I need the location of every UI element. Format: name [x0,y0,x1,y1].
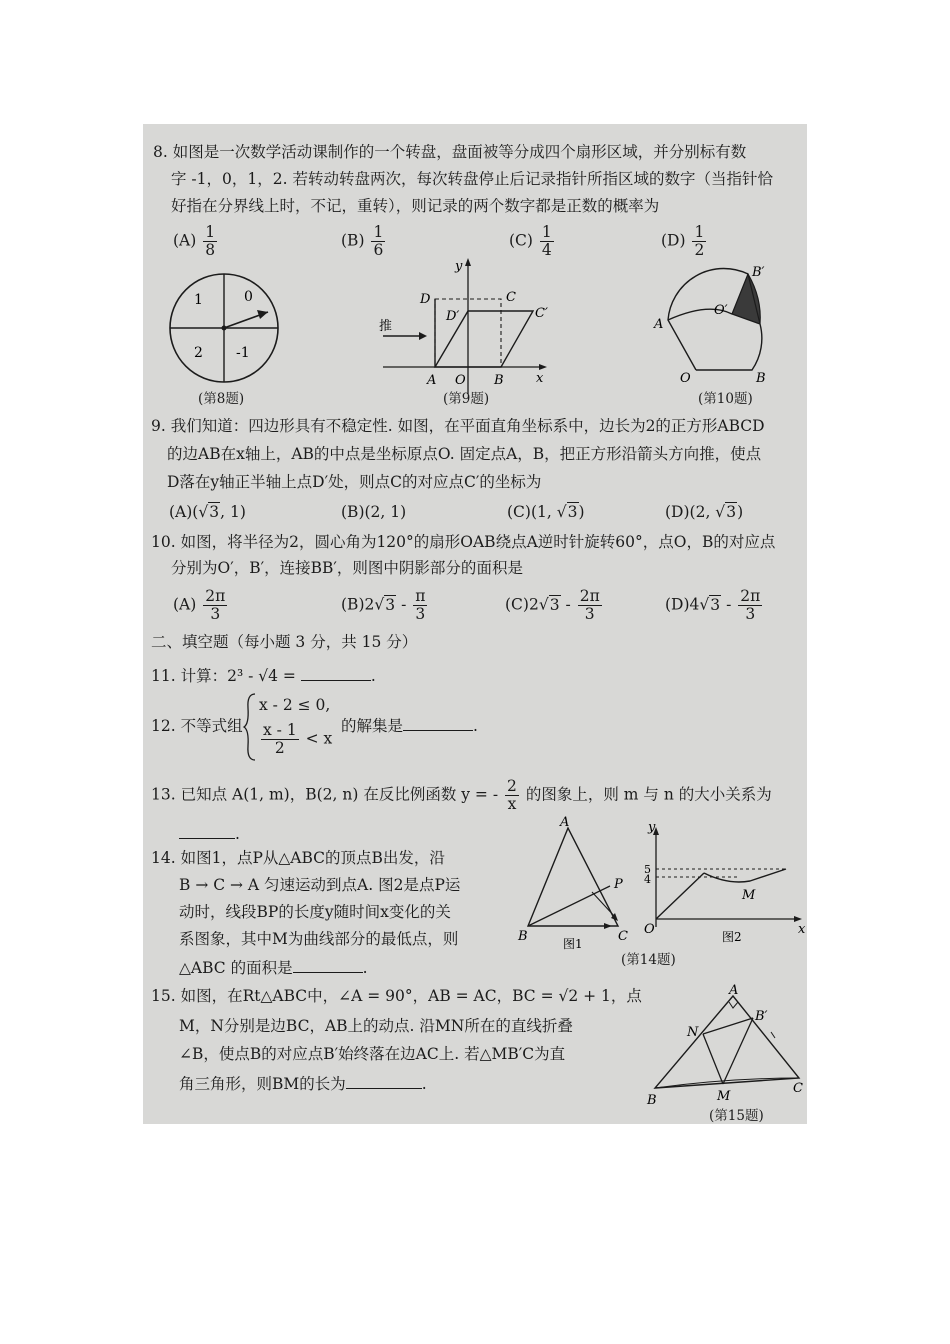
q10-option-d: (D)4√3 - $\frac{2\pi}{3}$ [665,587,761,623]
q10-option-c: (C)2√3 - $\frac{2\pi}{3}$ [505,587,600,623]
q12-row-2: $\frac{x - 1}{2}$ < x [263,721,333,757]
spinner-label-2: 2 [194,345,203,361]
fig10-label-op: O′ [714,303,728,318]
q9-option-b: (B)(2, 1) [341,503,407,521]
fig9-label-d: D [420,292,431,307]
fig9-label-a: A [427,373,437,388]
fig15-label-c: C [793,1081,803,1096]
fig15-label-b: B [647,1093,657,1108]
fig14-2-caption: 图2 [722,930,742,944]
q9-option-a: (A)(√3, 1) [169,503,246,521]
q13-line-2: . [179,824,240,844]
fig10-label-a: A [654,317,664,332]
q10-option-a: (A) $\frac{2\pi}{3}$ [173,587,226,623]
fig10-caption: (第10题) [698,391,753,407]
fig14-label-y: y [648,820,656,835]
fig14-tick-5: 5 [644,863,651,876]
q11-text: 11. 计算：2³ - √4 = . [151,667,376,685]
q14-line-4: 系图象，其中M为曲线部分的最低点，则 [179,930,459,948]
fig10-label-bp: B′ [752,265,765,280]
q10-option-b: (B)2√3 - $\frac{\pi}{3}$ [341,587,426,623]
fig9-label-cp: C′ [535,306,548,321]
spinner-label-0: 0 [244,289,253,305]
square-push-figure [373,254,563,404]
fig14-caption: (第14题) [621,952,676,968]
q8-option-c: (C) $\frac{1}{4}$ [509,223,552,259]
q9-line-1: 9. 我们知道：四边形具有不稳定性. 如图，在平面直角坐标系中，边长为2的正方形ABCD [151,417,765,435]
q14-line-3: 动时，线段BP的长度y随时间x变化的关 [179,903,451,921]
fig9-label-o: O [455,373,466,388]
q12-prefix: 12. 不等式组 [151,717,243,735]
q10-line-1: 10. 如图，将半径为2，圆心角为120°的扇形OAB绕点A逆时针旋转60°，点O，B的对应点 [151,533,776,551]
spinner-figure [168,274,288,404]
fig10-label-o: O [680,371,691,386]
q14-graph-figure [638,819,807,949]
fig9-label-x: x [536,371,544,386]
q12-brace [243,692,257,762]
q15-fold-figure [643,982,803,1112]
fig14-label-p: P [614,877,623,892]
fig15-caption: (第15题) [709,1108,764,1124]
q14-line-2: B → C → A 匀速运动到点A. 图2是点P运 [179,876,461,894]
q8-line-2: 字 -1，0，1，2. 若转动转盘两次，每次转盘停止后记录指针所指区域的数字（当指针恰 [171,170,773,188]
q12-row-1: x - 2 ≤ 0, [259,696,331,714]
section-title-fill-in: 二、填空题（每小题 3 分，共 15 分） [151,633,418,651]
fig9-label-push: 推 [379,319,393,334]
q8-option-b: (B) $\frac{1}{6}$ [341,223,384,259]
exam-page [143,124,807,1124]
q8-option-d: (D) $\frac{1}{2}$ [661,223,705,259]
q8-line-1: 8. 如图是一次数学活动课制作的一个转盘，盘面被等分成四个扇形区域，并分别标有数 [153,143,747,161]
fig15-label-m: M [717,1089,731,1104]
fig14-label-b: B [518,929,528,944]
q8-line-3: 好指在分界线上时，不记，重转），则记录的两个数字都是正数的概率为 [171,197,660,215]
fig15-label-bp: B′ [755,1009,768,1024]
q15-line-2: M，N分别是边BC，AB上的动点. 沿MN所在的直线折叠 [179,1017,573,1035]
q14-triangle-figure [518,814,638,954]
fig15-label-a: A [729,983,739,998]
q8-option-a: (A) $\frac{1}{8}$ [173,223,216,259]
q13-line-1: 13. 已知点 A(1, m)，B(2, n) 在反比例函数 y = - $\frac{2}{x}$ 的图象上，则 m 与 n 的大小关系为 [151,777,772,813]
q10-line-2: 分别为O′，B′，连接BB′，则图中阴影部分的面积是 [171,559,523,577]
q9-line-2: 的边AB在x轴上，AB的中点是坐标原点O. 固定点A，B，把正方形沿箭头方向推，使点 [167,445,762,463]
q15-line-1: 15. 如图，在Rt△ABC中，∠A = 90°，AB = AC，BC = √2 + 1，点 [151,987,642,1005]
q14-line-5: △ABC 的面积是 . [179,959,368,977]
fig9-label-dp: D′ [446,309,460,324]
fig14-tick-4: 4 [644,873,651,886]
q14-line-1: 14. 如图1，点P从△ABC的顶点B出发，沿 [151,849,445,867]
fig14-label-c: C [618,929,628,944]
q9-line-3: D落在y轴正半轴上点D′处，则点C的对应点C′的坐标为 [167,473,542,491]
fig9-label-c: C [506,290,516,305]
fig14-label-a: A [560,815,570,830]
q15-line-3: ∠B，使点B的对应点B′始终落在边AC上. 若△MB′C为直 [179,1045,566,1063]
fig10-label-b: B [756,371,766,386]
spinner-label-1: 1 [194,292,203,308]
fig14-label-x: x [798,922,806,937]
q12-suffix: 的解集是 . [341,717,478,735]
spinner-label-neg1: -1 [236,345,250,361]
fig14-label-m: M [742,888,756,903]
q9-option-c: (C)(1, √3) [507,503,585,521]
fig8-caption: (第8题) [198,391,245,407]
fig9-label-y: y [455,259,463,274]
q15-line-4: 角三角形，则BM的长为 . [179,1075,427,1093]
fig9-label-b: B [494,373,504,388]
fig15-label-n: N [687,1025,699,1040]
fig14-label-o: O [644,922,655,937]
fig14-1-caption: 图1 [563,937,583,951]
rotated-sector-figure [648,262,788,387]
fig9-caption: (第9题) [443,391,490,407]
q9-option-d: (D)(2, √3) [665,503,744,521]
